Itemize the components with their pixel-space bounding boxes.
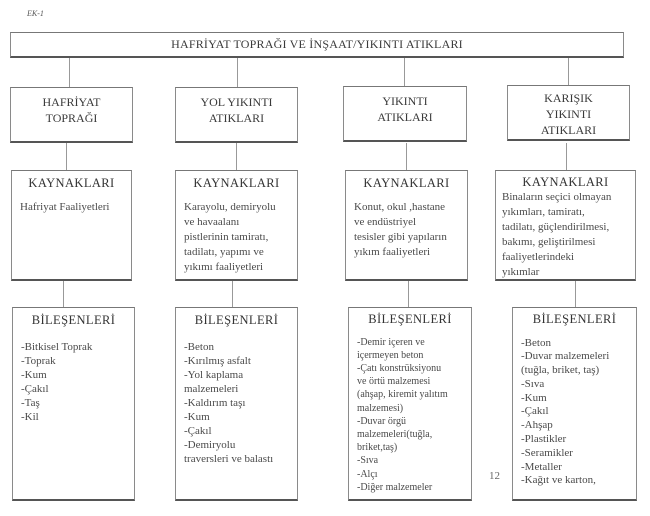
component-item: ve örtü malzemesi — [357, 376, 431, 388]
sources-line: Konut, okul ,hastane — [354, 201, 446, 213]
category-node-yikinti — [343, 86, 467, 142]
component-item: -Duvar örgü — [357, 415, 406, 427]
component-item: -Kum — [521, 391, 547, 404]
category-node-hafriyat — [10, 87, 133, 143]
component-item: -Taş — [21, 396, 40, 409]
component-item: -Duvar malzemeleri — [521, 350, 610, 363]
component-item: -Kum — [184, 410, 210, 423]
component-item: -Çatı konstrüksiyonu — [357, 362, 442, 374]
sources-line: yıkımlar — [502, 266, 540, 278]
component-item: -Çakıl — [521, 405, 549, 418]
page-number: 12 — [489, 470, 500, 482]
category-title-line: ATIKLARI — [208, 111, 265, 125]
connector-src4-cmp — [575, 281, 576, 307]
connector-src1-cmp — [63, 281, 64, 307]
sources-node-yol — [175, 170, 298, 281]
component-item: -Kil — [21, 410, 39, 423]
connector-root-cat1 — [69, 58, 70, 87]
component-item: -Sıva — [357, 455, 379, 467]
components-node-yikinti — [348, 307, 472, 501]
sources-line: Hafriyat Faaliyetleri — [20, 201, 110, 213]
sources-line: yıkım faaliyetleri — [354, 246, 431, 258]
component-item: -Çakıl — [21, 382, 49, 395]
component-item: -Bitkisel Toprak — [21, 340, 93, 353]
connector-src3-cmp — [408, 281, 409, 307]
components-node-karisik — [512, 307, 637, 501]
sources-line: tesisler gibi yapıların — [354, 231, 447, 243]
component-item: -Demiryolu — [184, 438, 236, 451]
component-item: -Kağıt ve karton, — [521, 474, 596, 487]
component-item: malzemesi) — [357, 402, 404, 414]
category-title-line: YOL YIKINTI — [200, 95, 273, 109]
connector-cat2-src — [236, 143, 237, 170]
component-item: -Kum — [21, 368, 47, 381]
sources-line: Karayolu, demiryolu — [184, 201, 276, 213]
component-item: -Plastikler — [521, 433, 567, 446]
component-item: -Kırılmış asfalt — [184, 354, 251, 367]
component-item: (ahşap, kiremit yalıtım — [357, 389, 448, 401]
component-item: -Beton — [521, 336, 551, 349]
components-heading: BİLEŞENLERİ — [31, 313, 116, 327]
components-heading: BİLEŞENLERİ — [368, 312, 452, 326]
connector-cat4-src — [566, 143, 567, 170]
component-item: (tuğla, briket, taş) — [521, 364, 600, 377]
connector-src2-cmp — [232, 281, 233, 307]
components-list — [184, 340, 289, 466]
sources-line: yıkımları, tamiratı, — [502, 206, 585, 218]
sources-heading: KAYNAKLARI — [363, 176, 450, 190]
sources-heading: KAYNAKLARI — [522, 175, 609, 189]
sources-line: ve endüstriyel — [354, 216, 417, 228]
sources-heading: KAYNAKLARI — [28, 176, 115, 190]
sources-line: Binaların seçici olmayan — [502, 191, 612, 203]
sources-node-yikinti — [345, 170, 468, 281]
category-node-karisik — [507, 85, 630, 141]
component-item: -Alçı — [357, 468, 378, 480]
components-node-yol — [175, 307, 298, 501]
components-heading: BİLEŞENLERİ — [194, 313, 279, 327]
category-title-line: ATIKLARI — [540, 123, 597, 137]
connector-root-cat4 — [568, 58, 569, 87]
component-item: -Toprak — [21, 354, 56, 367]
components-list — [521, 337, 628, 489]
component-item: -Diğer malzemeler — [357, 481, 433, 493]
connector-root-cat2 — [237, 58, 238, 87]
components-heading: BİLEŞENLERİ — [532, 312, 617, 326]
components-node-hafriyat — [12, 307, 135, 501]
sources-text — [502, 190, 629, 280]
sources-line: tadilatı, yapımı ve — [184, 246, 264, 258]
sources-line: bakımı, geliştirilmesi — [502, 236, 596, 248]
sources-line: yıkımı faaliyetleri — [184, 261, 264, 273]
component-item: -Demir içeren ve — [357, 336, 425, 348]
component-item: -Beton — [184, 340, 214, 353]
component-item: -Metaller — [521, 460, 562, 473]
sources-heading: KAYNAKLARI — [193, 176, 280, 190]
sources-node-hafriyat — [11, 170, 132, 281]
sources-line: tadilatı, güçlendirilmesi, — [502, 221, 610, 233]
component-item: -Kaldırım taşı — [184, 396, 246, 409]
sources-text — [354, 200, 459, 260]
components-list — [357, 336, 463, 494]
component-item: traversleri ve balastı — [184, 452, 274, 465]
connector-cat1-src — [66, 143, 67, 170]
root-node — [10, 32, 624, 58]
root-title: HAFRİYAT TOPRAĞI VE İNŞAAT/YIKINTI ATIKLARI — [171, 37, 463, 51]
sources-text — [184, 200, 289, 275]
sources-line: ve havaalanı — [184, 216, 240, 228]
category-title-line: KARIŞIK — [544, 91, 593, 105]
sources-text — [20, 200, 123, 215]
component-item: -Seramikler — [521, 446, 573, 459]
component-item: -Sıva — [521, 377, 545, 390]
component-item: malzemeleri(tuğla, — [357, 428, 433, 440]
category-title-line: ATIKLARI — [377, 110, 433, 124]
category-title-line: TOPRAĞI — [45, 111, 98, 125]
sources-node-karisik — [495, 170, 636, 281]
component-item: -Ahşap — [521, 419, 553, 432]
connector-root-cat3 — [404, 58, 405, 87]
category-node-yol — [175, 87, 298, 143]
component-item: -Yol kaplama — [184, 368, 244, 381]
component-item: malzemeleri — [184, 382, 239, 395]
category-title-line: YIKINTI — [545, 107, 592, 121]
component-item: briket,taş) — [357, 442, 398, 454]
component-item: içermeyen beton — [357, 349, 424, 361]
annex-label: EK-1 — [27, 9, 44, 18]
connector-cat3-src — [406, 143, 407, 170]
sources-line: faaliyetlerindeki — [502, 251, 575, 263]
sources-line: pistlerinin tamiratı, — [184, 231, 269, 243]
component-item: -Çakıl — [184, 424, 212, 437]
category-title-line: HAFRİYAT — [42, 95, 101, 109]
components-list — [21, 340, 126, 424]
category-title-line: YIKINTI — [382, 94, 428, 108]
